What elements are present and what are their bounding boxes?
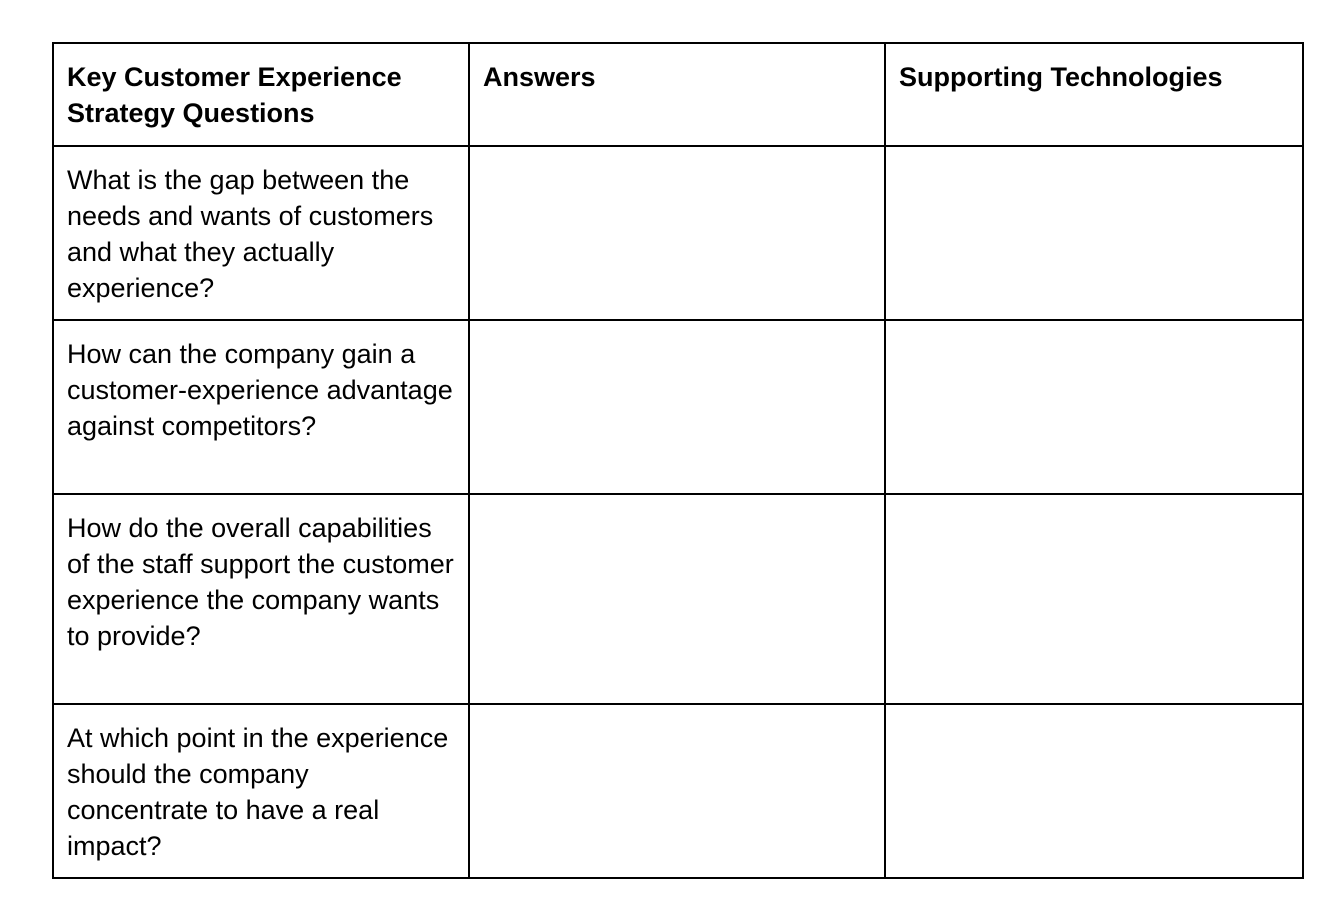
- table-row: [53, 320, 1303, 494]
- question-cell: What is the gap between the needs and wants of customers and what they actually experience?: [53, 146, 469, 320]
- technologies-cell[interactable]: [885, 494, 1303, 704]
- answer-cell[interactable]: [469, 146, 885, 320]
- question-cell: How do the overall capabilities of the staff support the customer experience the company wants to provide?: [53, 494, 469, 704]
- strategy-questions-table: [52, 42, 1304, 879]
- technologies-cell[interactable]: [885, 704, 1303, 878]
- answer-cell[interactable]: [469, 320, 885, 494]
- technologies-cell[interactable]: [885, 146, 1303, 320]
- table-row: [53, 494, 1303, 704]
- table-row: [53, 146, 1303, 320]
- technologies-cell[interactable]: [885, 320, 1303, 494]
- header-answers: Answers: [469, 43, 885, 146]
- header-questions: Key Customer Experience Strategy Questions: [53, 43, 469, 146]
- table-row: [53, 704, 1303, 878]
- answer-cell[interactable]: [469, 704, 885, 878]
- answer-cell[interactable]: [469, 494, 885, 704]
- question-cell: At which point in the experience should the company concentrate to have a real impact?: [53, 704, 469, 878]
- header-supporting-technologies: Supporting Technologies: [885, 43, 1303, 146]
- question-cell: How can the company gain a customer-experience advantage against competitors?: [53, 320, 469, 494]
- table-header-row: [53, 43, 1303, 146]
